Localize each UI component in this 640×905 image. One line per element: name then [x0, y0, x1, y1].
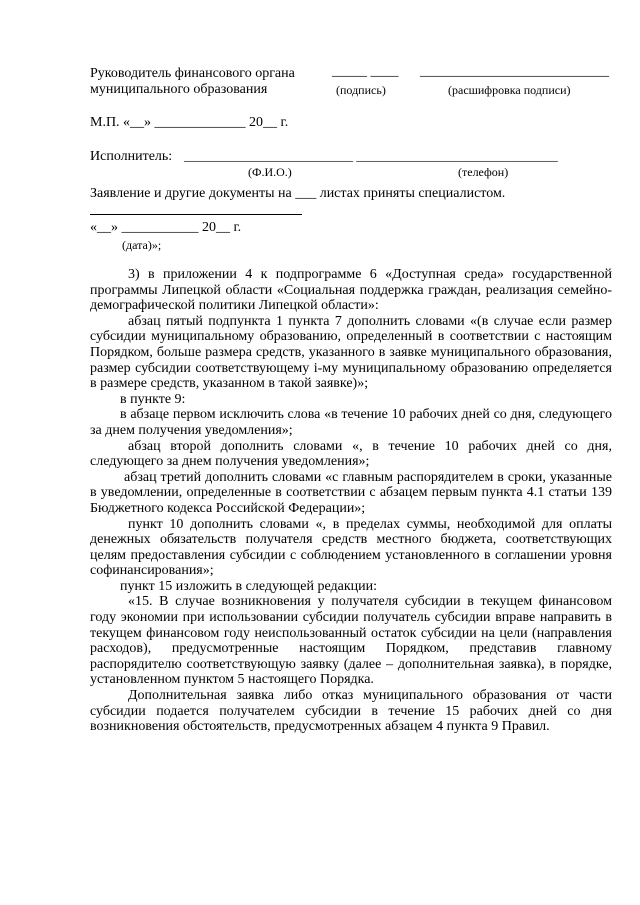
paragraph-abzac-tretii: абзац третий дополнить словами «с главным распорядителем в сроки, указанные в уведомлении, определенные в соответствии с абзацем первым пункта 4.1 статьи 139 Бюджетного кодекса Российской Федерации»; — [90, 469, 612, 516]
executor-blank: __________________________ _______________________________ — [184, 148, 558, 163]
phone-caption: (телефон) — [458, 165, 509, 179]
paragraph-additional-application: Дополнительная заявка либо отказ муниципального образования от части субсидии подается получателем субсидии в течение 15 рабочих дней со дня возникновения обстоятельств, предусмотренных абзацем 4 пункта 9 Правил. — [90, 688, 612, 735]
paragraph-abzac-pervyi: в абзаце первом исключить слова «в течение 10 рабочих дней со дня, следующего за днем получения уведомления»; — [90, 407, 612, 438]
stamp-date-line: М.П. «__» _____________ 20__ г. — [90, 115, 289, 130]
paragraph-punkt-9-heading: в пункте 9: — [120, 391, 186, 407]
specialist-signature-line — [90, 214, 302, 215]
accepted-line: Заявление и другие документы на ___ листах приняты специалистом. — [90, 186, 506, 201]
date-caption: (дата)»; — [122, 238, 162, 252]
paragraph-abzac-pyatyi: абзац пятый подпункта 1 пункта 7 дополнить словами «(в случае если размер субсидии муниципальному образованию, определенный в соответствии с настоящим Порядком, больше размера средств, указанного в заявке муниципального образования, размер субсидии соответствующему i-му муниципальному образованию определяется в размере средств, указанном в такой заявке)»; — [90, 313, 612, 392]
executor-label: Исполнитель: — [90, 149, 173, 164]
paragraph-intro: 3) в приложении 4 к подпрограмме 6 «Доступная среда» государственной программы Липецкой области «Социальная поддержка граждан, реализация семейно-демографической политики Липецкой области»: — [90, 267, 612, 314]
paragraph-punkt-10: пункт 10 дополнить словами «, в пределах суммы, необходимой для оплаты денежных обязательств получателя средств местного бюджета, соответствующих целям предоставления субсидии с соблюдением установленного в соглашении уровня софинансирования»; — [90, 516, 612, 579]
signature-blank: _____ ____ — [332, 64, 399, 79]
head-title-line2: муниципального образования — [90, 82, 268, 97]
decode-blank: ___________________________ — [420, 64, 609, 79]
paragraph-punkt-15-heading: пункт 15 изложить в следующей редакции: — [120, 578, 377, 594]
decode-caption: (расшифровка подписи) — [448, 83, 571, 97]
fio-caption: (Ф.И.О.) — [248, 165, 292, 179]
amendment-text — [90, 267, 612, 735]
paragraph-abzac-vtoroi: абзац второй дополнить словами «, в течение 10 рабочих дней со дня, следующего за днем получения уведомления»; — [90, 438, 612, 470]
head-title-line1: Руководитель финансового органа — [90, 66, 295, 81]
acceptance-date-line: «__» ___________ 20__ г. — [90, 220, 242, 235]
paragraph-punkt-15-text: «15. В случае возникновения у получателя субсидии в текущем финансовом году экономии при использовании субсидии получатель субсидии вправе направить в текущем финансовом году неиспользованный остаток субсидии на цели (направления расходов), предусмотренные настоящим Порядком, представив главному распорядителю соответствующую заявку (далее – дополнительная заявка), в порядке, установленном пунктом 5 настоящего Порядка. — [90, 594, 612, 688]
signature-caption: (подпись) — [336, 83, 386, 97]
